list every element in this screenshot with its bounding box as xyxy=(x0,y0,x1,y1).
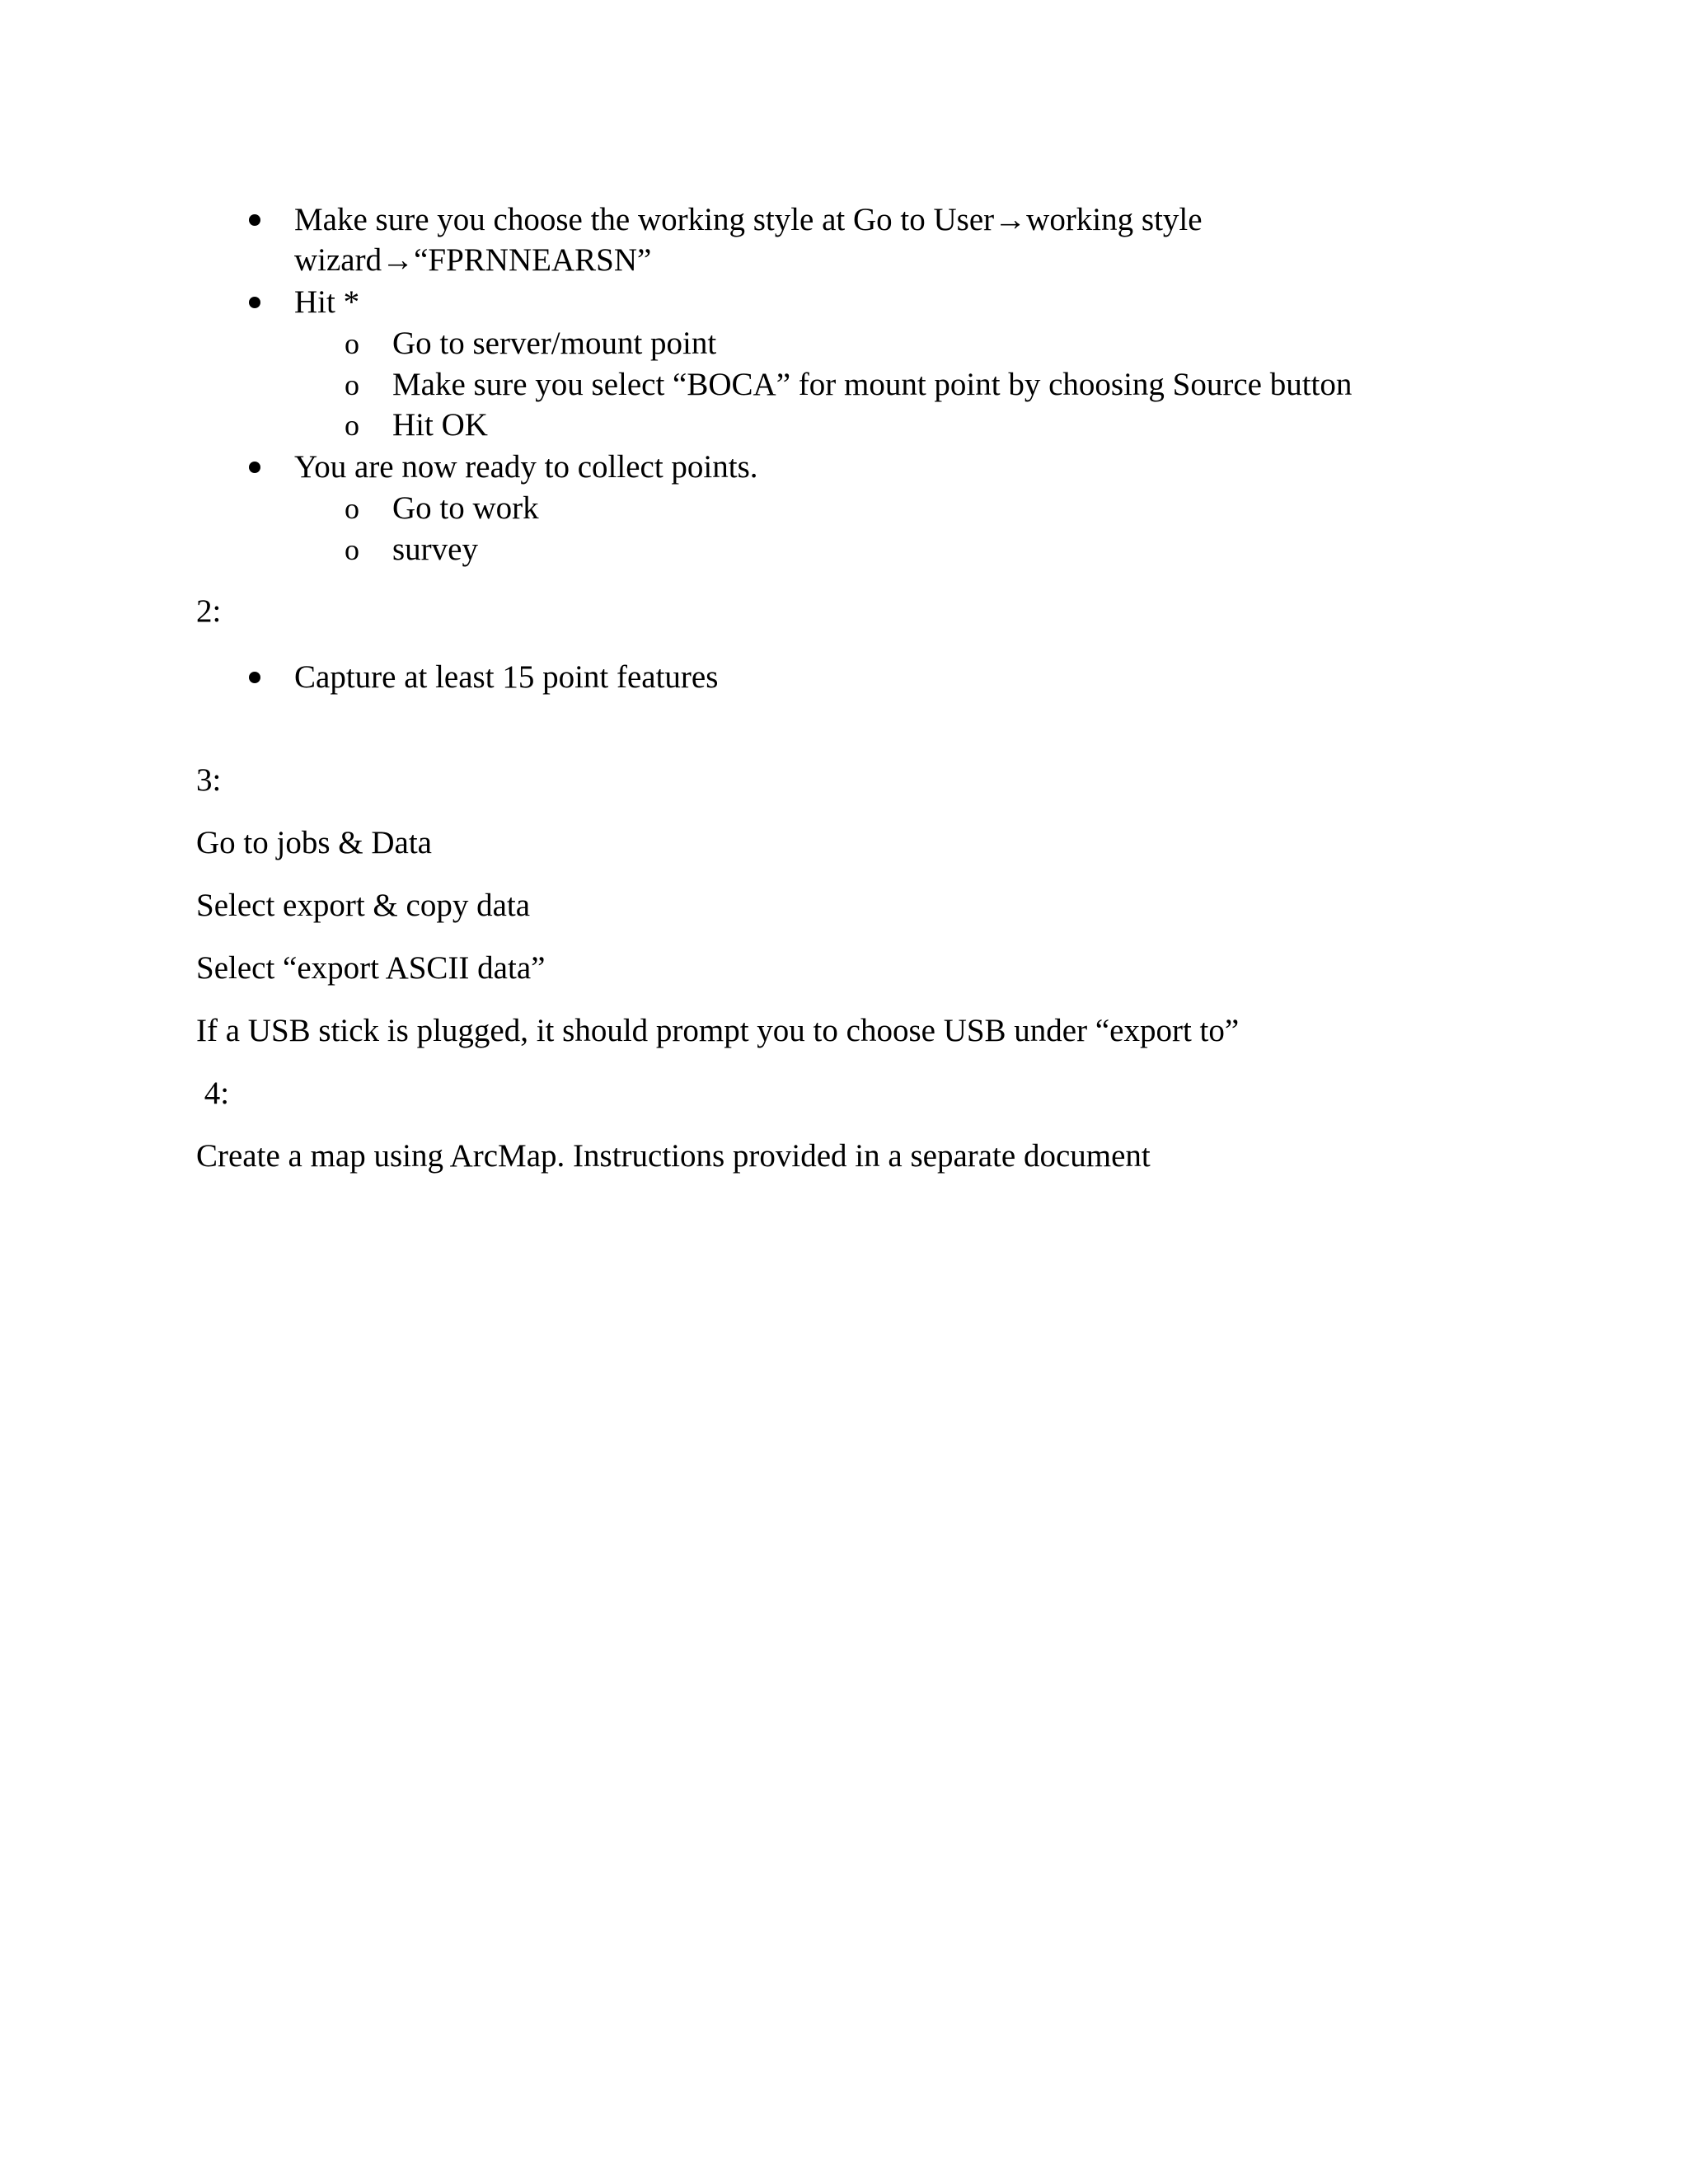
section-3-paragraph: If a USB stick is plugged, it should prompt you to choose USB under “export to” xyxy=(196,1013,1240,1048)
sub-bullet-circle-icon: o xyxy=(345,409,359,442)
sub-bullet-circle-icon: o xyxy=(345,368,359,401)
bullet-3-line: You are now ready to collect points. xyxy=(294,449,758,485)
sub-bullet-circle-icon: o xyxy=(345,492,359,525)
right-arrow-icon: → xyxy=(994,202,1027,237)
bullet-disc-icon xyxy=(249,462,260,473)
section-2-heading: 2: xyxy=(196,593,222,629)
bullet-disc-icon xyxy=(249,297,260,308)
section-3-paragraph: Select “export ASCII data” xyxy=(196,950,546,986)
bullet-1-text-b: working style xyxy=(1026,202,1203,237)
section-3-paragraph: Go to jobs & Data xyxy=(196,825,432,860)
section-2-item: Capture at least 15 point features xyxy=(294,659,719,695)
sub-item: Go to server/mount point xyxy=(392,326,717,361)
bullet-1-line-1 xyxy=(294,199,1203,241)
sub-bullet-circle-icon: o xyxy=(345,533,359,566)
section-4-heading: 4: xyxy=(196,1076,230,1111)
sub-item: Make sure you select “BOCA” for mount point by choosing Source button xyxy=(392,367,1353,402)
bullet-1-text-a: Make sure you choose the working style at Go to User xyxy=(294,202,995,237)
section-4-paragraph: Create a map using ArcMap. Instructions provided in a separate document xyxy=(196,1138,1151,1174)
right-arrow-icon: → xyxy=(382,242,415,278)
bullet-1-text-d: “FPRNNEARSN” xyxy=(414,242,652,278)
section-3-heading: 3: xyxy=(196,762,222,798)
bullet-disc-icon xyxy=(249,214,260,226)
bullet-2-line: Hit * xyxy=(294,284,360,320)
bullet-1-text-c: wizard xyxy=(294,242,382,278)
sub-bullet-circle-icon: o xyxy=(345,327,359,360)
sub-item: Go to work xyxy=(392,490,539,526)
sub-item: Hit OK xyxy=(392,407,488,443)
section-3-paragraph: Select export & copy data xyxy=(196,888,531,923)
sub-item: survey xyxy=(392,532,478,567)
bullet-1-line-2 xyxy=(294,240,651,281)
bullet-disc-icon xyxy=(249,672,260,683)
